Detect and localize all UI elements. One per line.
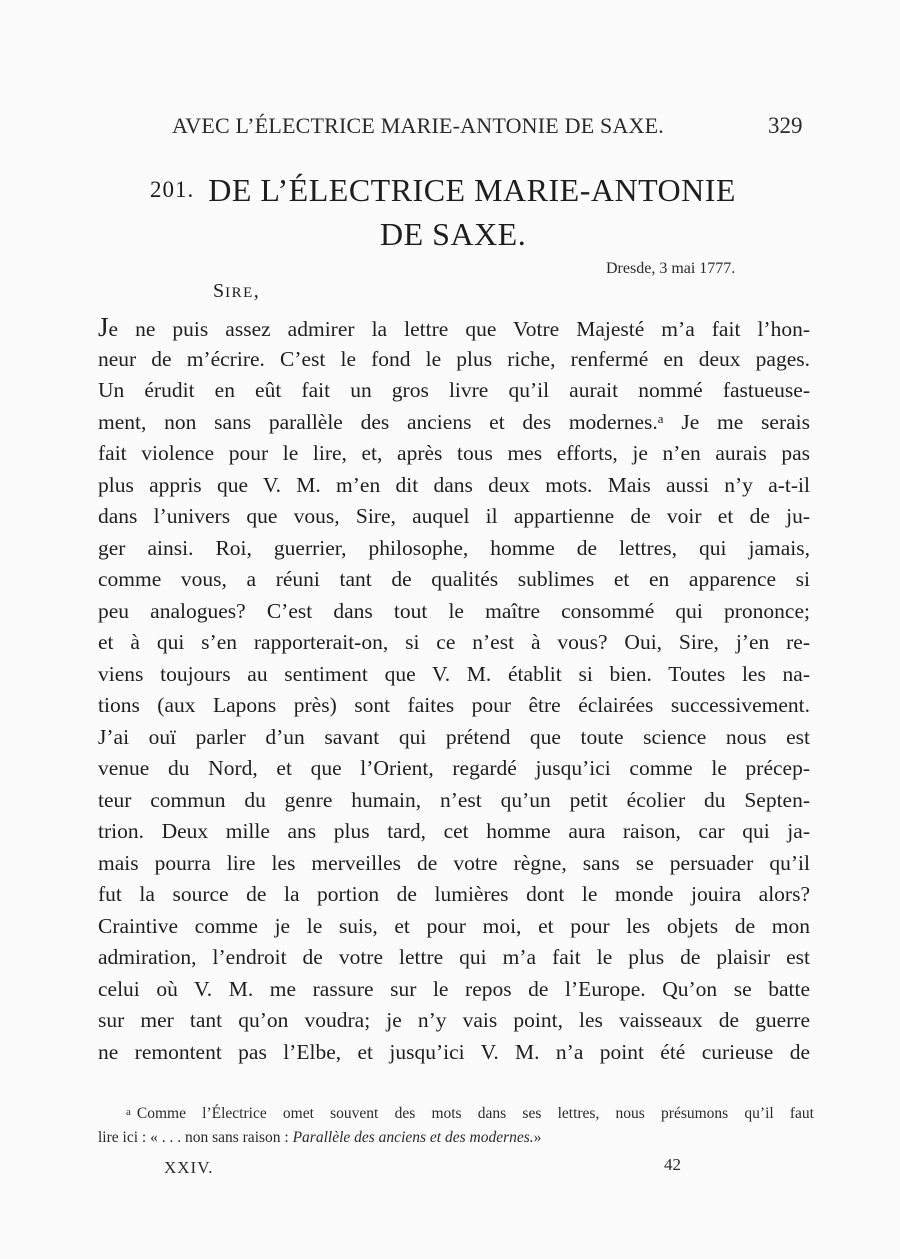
sheet-number: 42 bbox=[664, 1155, 681, 1174]
body-line: J’ai ouï parler d’un savant qui prétend que toute science nous est bbox=[98, 724, 810, 749]
salutation-comma: , bbox=[253, 280, 260, 302]
body-line bbox=[98, 312, 810, 344]
footnote-text: » bbox=[533, 1129, 542, 1146]
footnote-mark: a bbox=[126, 1106, 131, 1118]
body-line: tions (aux Lapons près) sont faites pour être éclairées successivement. bbox=[98, 693, 810, 717]
footnote-line-1 bbox=[98, 1100, 814, 1126]
body-line: sur mer tant qu’on voudra; je n’y vais point, les vaisseaux de guerre bbox=[98, 1008, 810, 1032]
body-line: plus appris que V. M. m’en dit dans deux mots. Mais aussi n’y a-t-il bbox=[98, 472, 810, 497]
body-line: mais pourra lire les merveilles de votre règne, sans se persuader qu’il bbox=[98, 850, 810, 875]
body-line: comme vous, a réuni tant de qualités sublimes et en apparence si bbox=[98, 567, 810, 591]
body-line: Un érudit en eût fait un gros livre qu’il aurait nommé fastueuse- bbox=[98, 378, 810, 402]
body-line: trion. Deux mille ans plus tard, cet homme aura raison, car qui ja- bbox=[98, 819, 810, 843]
body-line: admiration, l’endroit de votre lettre qui m’a fait le plus de plaisir est bbox=[98, 945, 810, 969]
footnote bbox=[98, 1100, 814, 1150]
body-line: dans l’univers que vous, Sire, auquel il appartienne de voir et de ju- bbox=[98, 504, 810, 528]
running-head bbox=[0, 113, 900, 143]
body-line: viens toujours au sentiment que V. M. établit si bien. Toutes les na- bbox=[98, 661, 810, 686]
body-line: peu analogues? C’est dans tout le maître consommé qui prononce; bbox=[98, 598, 810, 623]
letter-body bbox=[98, 312, 810, 1068]
body-line: fut la source de la portion de lumières dont le monde jouira alors? bbox=[98, 882, 810, 906]
letter-title-text: DE L’ÉLECTRICE MARIE-ANTONIE bbox=[208, 172, 736, 208]
salutation-initial: S bbox=[213, 280, 226, 302]
salutation-small-caps: IRE bbox=[225, 285, 254, 301]
body-line: fait violence pour le lire, et, après tous mes efforts, je n’en aurais pas bbox=[98, 441, 810, 465]
footnote-line-2 bbox=[98, 1126, 814, 1150]
salutation bbox=[213, 280, 260, 303]
letter-title-line-2: DE SAXE. bbox=[380, 216, 527, 252]
body-line: et à qui s’en rapporterait-on, si ce n’est à vous? Oui, Sire, j’en re- bbox=[98, 630, 810, 654]
page-number: 329 bbox=[768, 113, 803, 138]
running-title: AVEC L’ÉLECTRICE MARIE-ANTONIE DE SAXE. bbox=[172, 113, 664, 138]
signature-mark: XXIV. bbox=[164, 1158, 214, 1177]
body-line: Craintive comme je le suis, et pour moi, et pour les objets de mon bbox=[98, 913, 810, 938]
footnote-italic-title: Parallèle des anciens et des modernes. bbox=[292, 1129, 534, 1146]
body-line-text: e ne puis assez admirer la lettre que Votre Majesté m’a fait l’hon- bbox=[108, 317, 810, 341]
body-line: celui où V. M. me rassure sur le repos de l’Europe. Qu’on se batte bbox=[98, 976, 810, 1001]
dateline: Dresde, 3 mai 1777. bbox=[606, 260, 736, 277]
body-line: venue du Nord, et que l’Orient, regardé jusqu’ici comme le précep- bbox=[98, 756, 810, 780]
body-line: ne remontent pas l’Elbe, et jusqu’ici V. M. n’a point été curieuse de bbox=[98, 1039, 810, 1064]
body-line: ment, non sans parallèle des anciens et des modernes.ᵃ Je me serais bbox=[98, 409, 810, 434]
body-line: neur de m’écrire. C’est le fond le plus riche, renfermé en deux pages. bbox=[98, 346, 810, 371]
body-line: teur commun du genre humain, n’est qu’un petit écolier du Septen- bbox=[98, 787, 810, 812]
footnote-text: Comme l’Électrice omet souvent des mots dans ses lettres, nous présumons qu’il faut bbox=[136, 1105, 814, 1122]
letter-number: 201. bbox=[150, 177, 195, 202]
body-line: ger ainsi. Roi, guerrier, philosophe, homme de lettres, qui jamais, bbox=[98, 535, 810, 560]
letter-title-line-1 bbox=[150, 172, 736, 209]
footnote-text: lire ici : « . . . non sans raison : bbox=[98, 1129, 293, 1146]
drop-cap: J bbox=[98, 312, 109, 342]
